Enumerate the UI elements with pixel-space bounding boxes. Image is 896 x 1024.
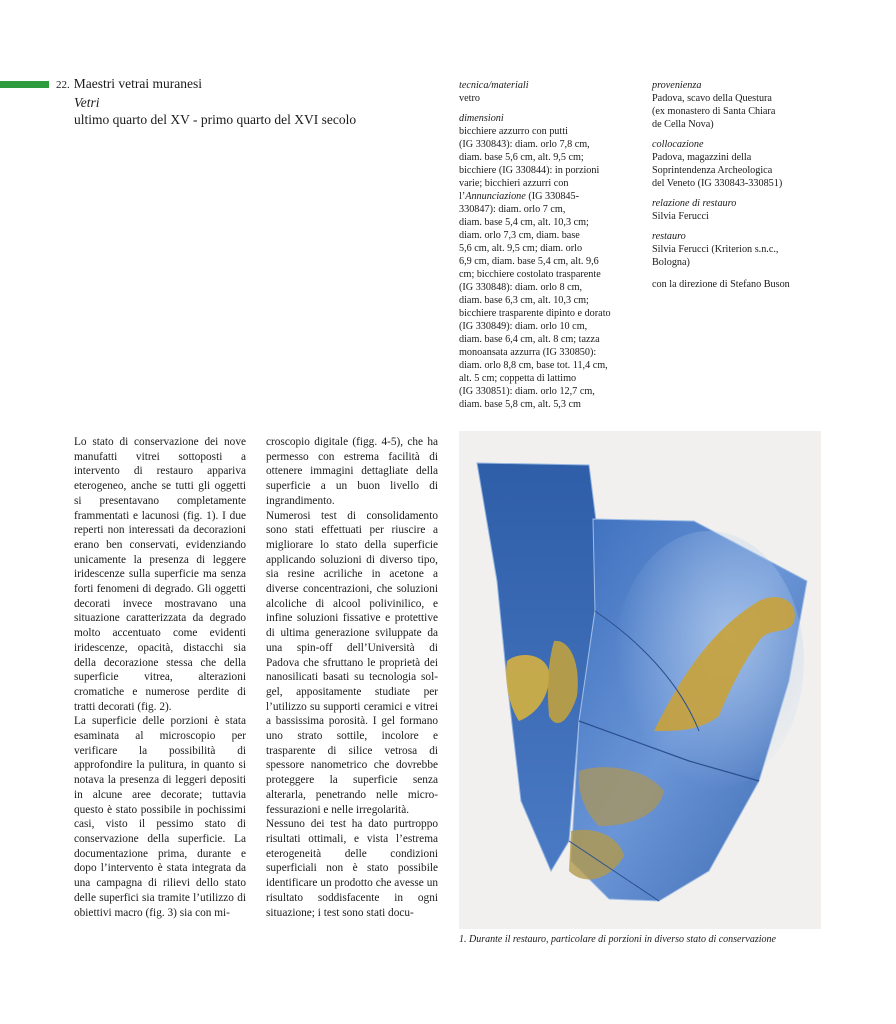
entry-title: Vetri bbox=[74, 95, 100, 110]
restauro-value: Silvia Ferucci (Kriterion s.n.c., Bologna) bbox=[652, 244, 779, 268]
provenienza-label: provenienza bbox=[652, 80, 702, 91]
body-paragraph: Lo stato di conservazione dei nove manufatti vitrei sottoposti a intervento di restauro appariva eterogeneo, anche se tutti gli oggetti si presentavano completamente frammentati e lacunosi (fig. 1). I due reperti non interessati da decorazioni erano ben conservati, evidenziando unicamente la presenza di leggere iridescenze sulla superficie ma senza forti fenomeni di degrado. Gli oggetti decorati invece mostravano una situazione caratterizzata da degrado molto accentuato come evidenti iridescenze, opacità, distacchi sia della decorazione stessa che della superficie vitrea, alterazioni cromatiche e numerose perdite di tratti decorati (fig. 2). bbox=[74, 436, 246, 713]
dimensioni-value-b: (IG 330845- 330847): diam. orlo 7 cm, diam. base 5,4 cm, alt. 10,3 cm; diam. orlo 7,3 cm, diam. base 5,6 cm, alt. 9,5 cm; diam. orlo 6,9 cm, diam. base 5,4 cm, alt. 9,6 cm; bicchiere costolato trasparente (IG 330848): diam. orlo 8 cm, diam. base 6,3 cm, alt. 10,3 cm; bicchiere trasparente dipinto e dorato (IG 330849): diam. orlo 10 cm, diam. base 6,4 cm, alt. 8 cm; tazza monoansata azzurra (IG 330850): diam. orlo 8,8 cm, base tot. 11,4 cm, alt. 5 cm; coppetta di lattimo (IG 330851): diam. orlo 12,7 cm, diam. base 5,8 cm, alt. 5,3 cm bbox=[459, 191, 611, 410]
metadata-column-provenance bbox=[652, 79, 827, 291]
dimensioni-value-a: bicchiere azzurro con putti (IG 330843): diam. orlo 7,8 cm, diam. base 5,6 cm, alt. 9,5 cm; bicchiere (IG 330844): in porzioni varie; bicchieri azzurri con l’ bbox=[459, 126, 600, 202]
entry-author-line bbox=[56, 75, 436, 94]
glass-fragments-image bbox=[459, 431, 821, 929]
entry-date: ultimo quarto del XV - primo quarto del XVI secolo bbox=[74, 112, 357, 127]
relazione-label: relazione di restauro bbox=[652, 198, 737, 209]
body-paragraph: Nessuno dei test ha dato purtroppo risultati ottimali, e vista l’estrema eterogeneità delle condizioni superficiali non è stato possibile identificare un prodotto che avesse un risultato soddisfacente in ogni situazione; i test sono stati docu- bbox=[266, 818, 438, 919]
collocazione-value: Padova, magazzini della Soprintendenza Archeologica del Veneto (IG 330843-330851) bbox=[652, 152, 783, 189]
tecnica-label: tecnica/materiali bbox=[459, 80, 529, 91]
dimensioni-value bbox=[459, 125, 634, 411]
relazione-value: Silvia Ferucci bbox=[652, 211, 709, 222]
entry-number: 22. bbox=[56, 79, 70, 91]
dimensioni-label: dimensioni bbox=[459, 113, 504, 124]
figure-1-photo bbox=[459, 431, 821, 929]
tecnica-value: vetro bbox=[459, 93, 480, 104]
body-paragraph: croscopio digitale (figg. 4-5), che ha permesso con estrema facilità di ottenere immagini dettagliate della superficie a un buon livello di ingrandimento. bbox=[266, 436, 438, 507]
body-column-2 bbox=[266, 435, 438, 920]
collocazione-label: collocazione bbox=[652, 139, 704, 150]
section-marker-bar bbox=[0, 81, 49, 88]
body-paragraph: La superficie delle porzioni è stata esaminata al microscopio per verificare la possibilità di approfondire la pulitura, in quanto si notava la presenza di leggeri depositi in alcune aree decorate; tuttavia questo è stato possibile in pochissimi casi, visto il pessimo stato di conservazione della superficie. La documentazione prima, durante e dopo l’intervento è stata integrata da una campagna di rilievi dello stato delle superfici sia tramite l’utilizzo di obiettivi macro (fig. 3) sia con mi- bbox=[74, 715, 246, 919]
body-column-1 bbox=[74, 435, 246, 920]
dimensioni-italic: Annunciazione bbox=[465, 191, 526, 202]
figure-caption: 1. Durante il restauro, particolare di porzioni in diverso stato di conservazione bbox=[459, 934, 776, 945]
restauro-label: restauro bbox=[652, 231, 686, 242]
body-paragraph: Numerosi test di consolidamento sono stati effettuati per riuscire a migliorare lo stato della superficie applicando soluzioni di diverso tipo, sia resine acriliche in acetone a diverse concentrazioni, che soluzioni alcoliche di alcool polivinilico, e infine soluzioni fissative e protettive di ultima generazione sviluppate da una spin-off dell’Università di Padova che sfruttano le proprietà dei nanosilicati basati su tecnologia sol-gel, appositamente studiate per l’utilizzo su supporti ceramici e vitrei a bassissima porosità. I gel formano uno strato sottile, incolore e trasparente di silice vetrosa di spessore nanometrico che dovrebbe proteggere la superficie senza alterarla, penetrando nelle micro-fessurazioni e nelle irregolarità. bbox=[266, 509, 438, 816]
metadata-column-technical bbox=[459, 79, 634, 411]
catalog-entry-header bbox=[56, 75, 436, 128]
entry-author: Maestri vetrai muranesi bbox=[73, 76, 202, 91]
direzione-value: con la direzione di Stefano Buson bbox=[652, 279, 790, 290]
provenienza-value: Padova, scavo della Questura (ex monastero di Santa Chiara de Cella Nova) bbox=[652, 93, 776, 130]
